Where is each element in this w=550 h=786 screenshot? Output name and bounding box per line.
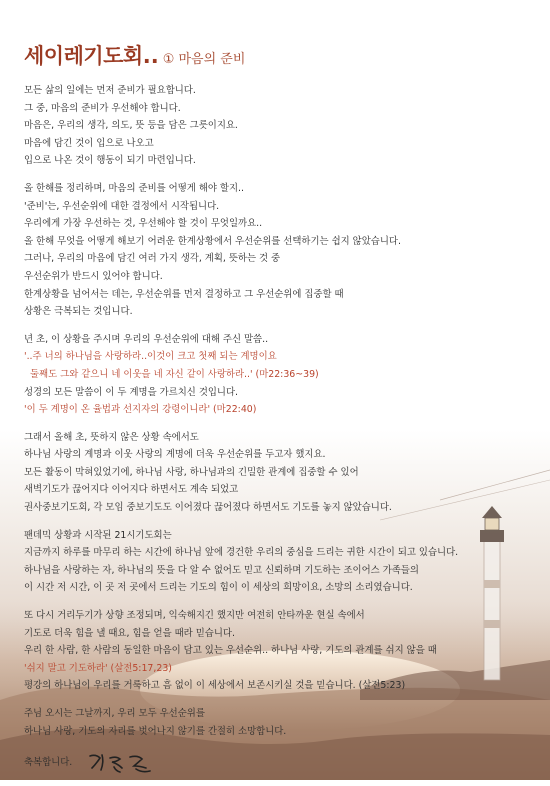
text-line: 하나님을 사랑하는 자, 하나님의 뜻을 다 알 수 없어도 믿고 신뢰하며 기도하는 조이어스 가족들의 [24,564,419,576]
paragraph [24,331,524,419]
text-line: 새벽기도가 끊어지다 이어지다 하면서도 계속 되었고 [24,484,239,496]
text-line: 하나님 사랑의 계명과 이웃 사랑의 계명에 더욱 우선순위를 두고자 했지요. [24,449,326,461]
text-line: 모든 활동이 막혀있었기에, 하나님 사랑, 하나님과의 긴밀한 관계에 집중할 수 있어 [24,466,359,478]
text-line: 한계상황을 넘어서는 데는, 우선순위를 먼저 결정하고 그 우선순위에 집중할 때 [24,288,344,300]
text-line: 입으로 나온 것이 행동이 되기 마련입니다. [24,155,196,167]
text-line: 성경의 모든 말씀이 이 두 계명을 가르치신 것입니다. [24,386,239,398]
title-subtitle: ① 마음의 준비 [162,52,246,67]
text-line: '준비'는, 우선순위에 대한 결정에서 시작됩니다. [24,200,220,212]
text-line: 이 시간 저 시간, 이 곳 저 곳에서 드리는 기도의 힘이 이 세상의 희망이요, 소망의 소리였습니다. [24,582,413,594]
paragraph [24,82,524,170]
text-line: 하나님 사랑, 기도의 자리를 벗어나지 않기를 간절히 소망합니다. [24,725,287,737]
paragraph [24,429,524,517]
paragraph [24,527,524,597]
text-line: 올 한해 무엇을 어떻게 해보기 어려운 한계상황에서 우선순위를 선택하기는 쉽지 않았습니다. [24,235,401,247]
text-line: 우리 한 사람, 한 사람의 동일한 마음이 담고 있는 우선순위.. 하나님 사랑, 기도의 관계를 쉬지 않을 때 [24,645,437,657]
scripture-quote: '..주 너의 하나님을 사랑하라..이것이 크고 첫째 되는 계명이요 [24,351,277,363]
scripture-quote: '이 두 계명이 온 율법과 선지자의 강령이니라' (마22:40) [24,404,257,416]
text-line: 그러나, 우리의 마음에 담긴 여러 가지 생각, 계획, 뜻하는 것 중 [24,253,281,265]
text-line: 올 한해를 정리하며, 마음의 준비를 어떻게 해야 할지.. [24,182,244,194]
title-dots: .. [142,44,159,68]
title-main: 세이레기도회 [24,44,143,68]
text-line: 그 중, 마음의 준비가 우선해야 합니다. [24,102,181,114]
paragraph [24,607,524,695]
text-line: 그래서 올해 초, 뜻하지 않은 상황 속에서도 [24,431,199,443]
text-line: 우선순위가 반드시 있어야 합니다. [24,270,163,282]
scripture-quote: '쉬지 말고 기도하라' (살전5:17,23) [24,662,172,674]
text-line: 기도로 더욱 힘을 낼 때요, 힘을 얻을 때라 믿습니다. [24,627,235,639]
text-line: 또 다시 거리두기가 상향 조정되며, 익숙해지긴 했지만 여전히 안타까운 현실 속에서 [24,610,365,622]
page-title [24,40,245,74]
text-line: 권사중보기도회, 각 모임 중보기도도 이어졌다 끊어졌다 하면서도 기도를 놓지 않았습니다. [24,502,392,514]
paragraph [24,180,524,321]
text-line: 마음은, 우리의 생각, 의도, 뜻 등을 담은 그릇이지요. [24,120,238,132]
body-text [24,82,524,786]
text-line: 마음에 담긴 것이 입으로 나오고 [24,137,154,149]
text-line: 지금까지 하루를 마무리 하는 시간에 하나님 앞에 경건한 우리의 중심을 드리는 귀한 시간이 되고 있습니다. [24,547,459,559]
closing-text: 축복합니다. [24,757,73,769]
paragraph [24,705,524,740]
text-line: 년 초, 이 상황을 주시며 우리의 우선순위에 대해 주신 말씀.. [24,333,269,345]
text-line: 주님 오시는 그날까지, 우리 모두 우선순위를 [24,708,205,719]
text-line: 모든 삶의 일에는 먼저 준비가 필요합니다. [24,85,196,96]
scripture-quote: 둘째도 그와 같으니 네 이웃을 네 자신 같이 사랑하라..' (마22:36~39) [30,368,319,380]
text-line: 상황은 극복되는 것입니다. [24,306,133,318]
closing [24,750,524,776]
text-line: 팬데믹 상황과 시작된 21시기도회는 [24,529,172,541]
text-line: 평강의 하나님이 우리를 거룩하고 흠 없이 이 세상에서 보존시키실 것을 믿습니다. (살전5:23) [24,680,406,692]
signature-icon [86,750,156,776]
text-line: 우리에게 가장 우선하는 것, 우선해야 할 것이 무엇일까요.. [24,218,263,230]
